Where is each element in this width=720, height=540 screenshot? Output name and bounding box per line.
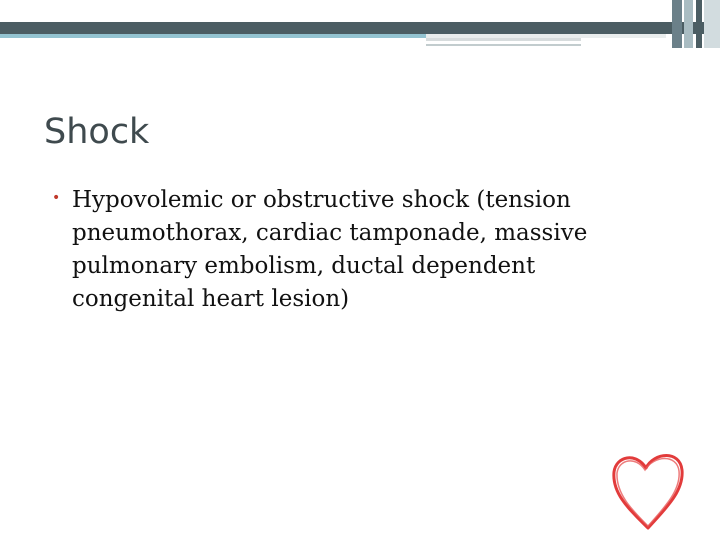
header-stripe-1 <box>426 38 581 41</box>
slide-title: Shock <box>44 112 150 152</box>
bullet-line: congenital heart lesion) <box>72 286 350 312</box>
corner-stripe-4 <box>704 0 720 48</box>
bullet-line: pneumothorax, cardiac tamponade, massive <box>72 220 588 246</box>
corner-stripe-3 <box>696 0 702 48</box>
heart-outline-icon <box>608 448 688 534</box>
bullet-line: pulmonary embolism, ductal dependent <box>72 253 536 279</box>
bullet-line: Hypovolemic or obstructive shock (tension <box>72 187 571 213</box>
header-bar-teal <box>0 34 430 38</box>
bullet-marker: • <box>52 190 61 206</box>
corner-stripe-1 <box>672 0 682 48</box>
bullet-list <box>52 184 652 316</box>
corner-stripe-2 <box>684 0 693 48</box>
header-stripe-2 <box>426 44 581 46</box>
bullet-item <box>52 184 652 316</box>
header-bar-dark <box>0 22 720 34</box>
